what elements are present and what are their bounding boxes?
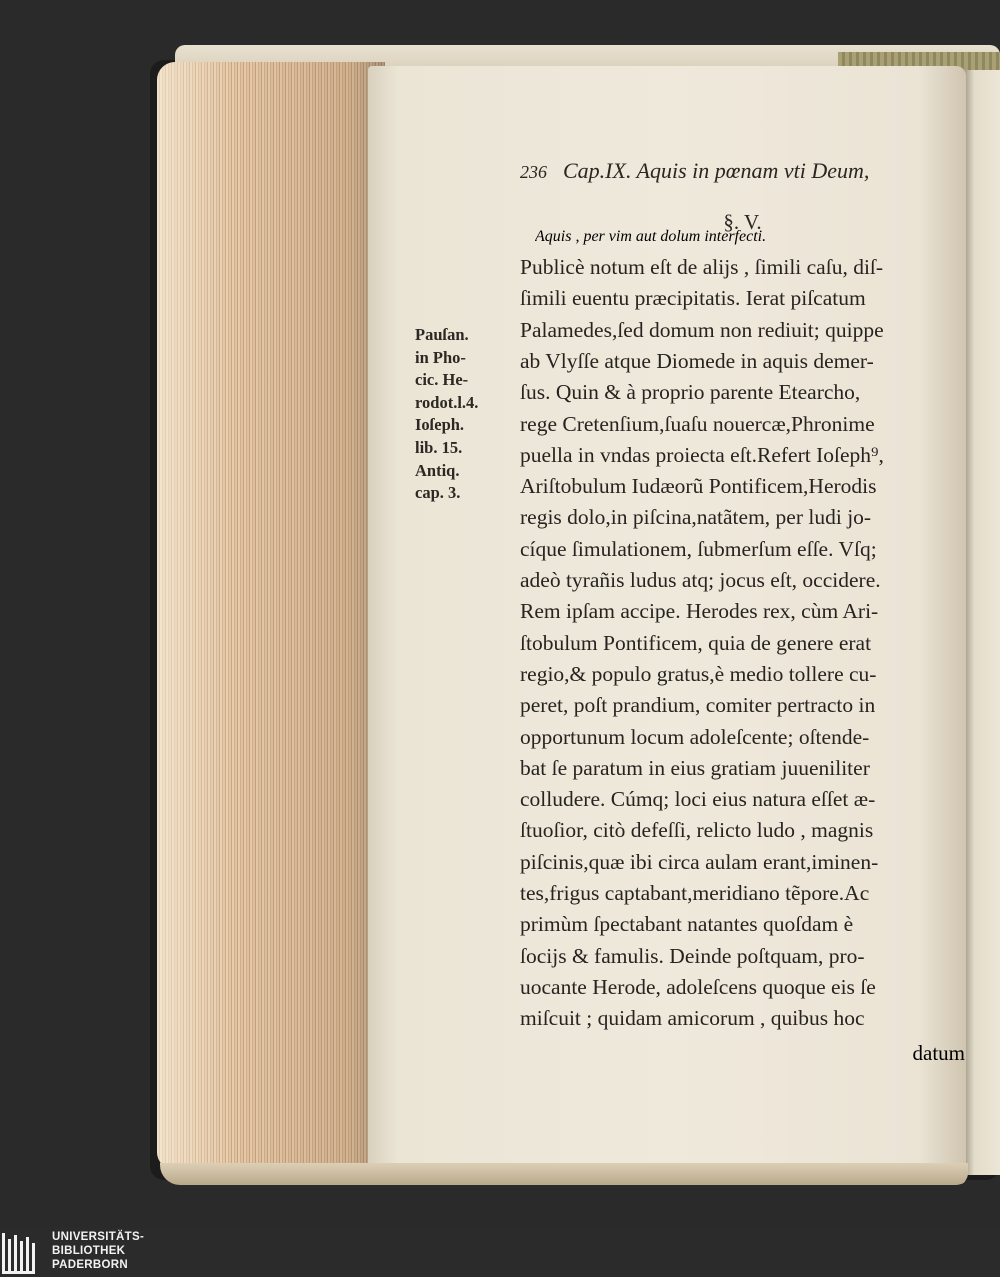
book-bottom-edge <box>160 1163 968 1185</box>
library-logo-icon <box>0 1231 40 1275</box>
margin-note-line: Antiq. <box>415 460 460 480</box>
text-line: ſtuoſior, citò defeſſi, relicto ludo , magnis <box>520 818 874 843</box>
text-line: Rem ipſam accipe. Herodes rex, cùm Ari- <box>520 599 879 624</box>
margin-note-line: lib. 15. <box>415 437 463 457</box>
text-line: tes,frigus captabant,meridiano tẽpore.Ac <box>520 881 870 905</box>
text-line: rege Cretenſium,ſuaſu nouercæ,Phronime <box>520 411 875 436</box>
margin-note-line: cap. 3. <box>415 483 461 503</box>
section-subheading: Aquis , per vim aut dolum interfecti. <box>535 228 767 245</box>
text-line: adeò tyrañis ludus atq; jocus eſt, occidere. <box>520 568 881 592</box>
page-number: 236 <box>520 162 547 182</box>
margin-note-line: Ioſeph. <box>415 415 465 435</box>
text-line: bat ſe paratum in eius gratiam juueniliter <box>520 755 870 780</box>
logo-line: PADERBORN <box>52 1259 128 1271</box>
text-line: ab Vlyſſe atque Diomede in aquis demer- <box>520 348 874 373</box>
section-mark: §. V. <box>723 210 762 234</box>
margin-note-line: cic. He- <box>415 370 469 390</box>
text-line: miſcuit ; quidam amicorum , quibus hoc <box>520 1006 865 1031</box>
text-line: piſcinis,quæ ibi circa aulam erant,iminen- <box>520 849 879 874</box>
margin-note <box>415 324 520 505</box>
running-head <box>520 158 965 184</box>
catchword: datum <box>912 1041 965 1065</box>
text-line: ſus. Quin & à proprio parente Etearcho, <box>520 380 861 405</box>
library-logo-text <box>52 1230 144 1272</box>
logo-line: BIBLIOTHEK <box>52 1245 126 1257</box>
page-block-shading <box>157 62 385 1170</box>
text-line: peret, poſt prandium, comiter pertracto in <box>520 693 876 718</box>
margin-note-line: rodot.l.4. <box>415 392 479 412</box>
text-line: ſtobulum Pontificem, quia de genere erat <box>520 630 872 655</box>
text-line: regio,& populo gratus,è medio tollere cu- <box>520 661 877 686</box>
text-line: Publicè notum eſt de alijs , ſimili caſu, diſ- <box>520 255 884 279</box>
text-line: uocante Herode, adoleſcens quoque eis ſe <box>520 974 876 999</box>
text-line: puella in vndas proiecta eſt.Refert Ioſeph⁹, <box>520 442 884 467</box>
text-line: cíque ſimulationem, ſubmerſum eſſe. Vſq; <box>520 536 877 561</box>
text-line: ſocijs & famulis. Deinde poſtquam, pro- <box>520 943 865 968</box>
logo-line: UNIVERSITÄTS- <box>52 1231 145 1243</box>
library-footer <box>0 1228 1000 1277</box>
margin-note-line: in Pho- <box>415 347 466 367</box>
text-line: opportunum locum adoleſcente; oſtende- <box>520 724 870 749</box>
text-line: colludere. Cúmq; loci eius natura eſſet æ- <box>520 787 876 812</box>
running-head-title: Cap.IX. Aquis in pœnam vti Deum, <box>563 158 870 183</box>
text-line: Palamedes,ſed domum non rediuit; quippe <box>520 317 884 342</box>
text-line: primùm ſpectabant natantes quoſdam è <box>520 912 854 937</box>
text-line: ſimili euentu præcipitatis. Ierat piſcatum <box>520 286 866 311</box>
text-line: regis dolo,in piſcina,natãtem, per ludi jo- <box>520 505 872 530</box>
margin-note-line: Pauſan. <box>415 325 469 344</box>
text-line: Ariſtobulum Iudæorũ Pontificem,Herodis <box>520 474 877 499</box>
